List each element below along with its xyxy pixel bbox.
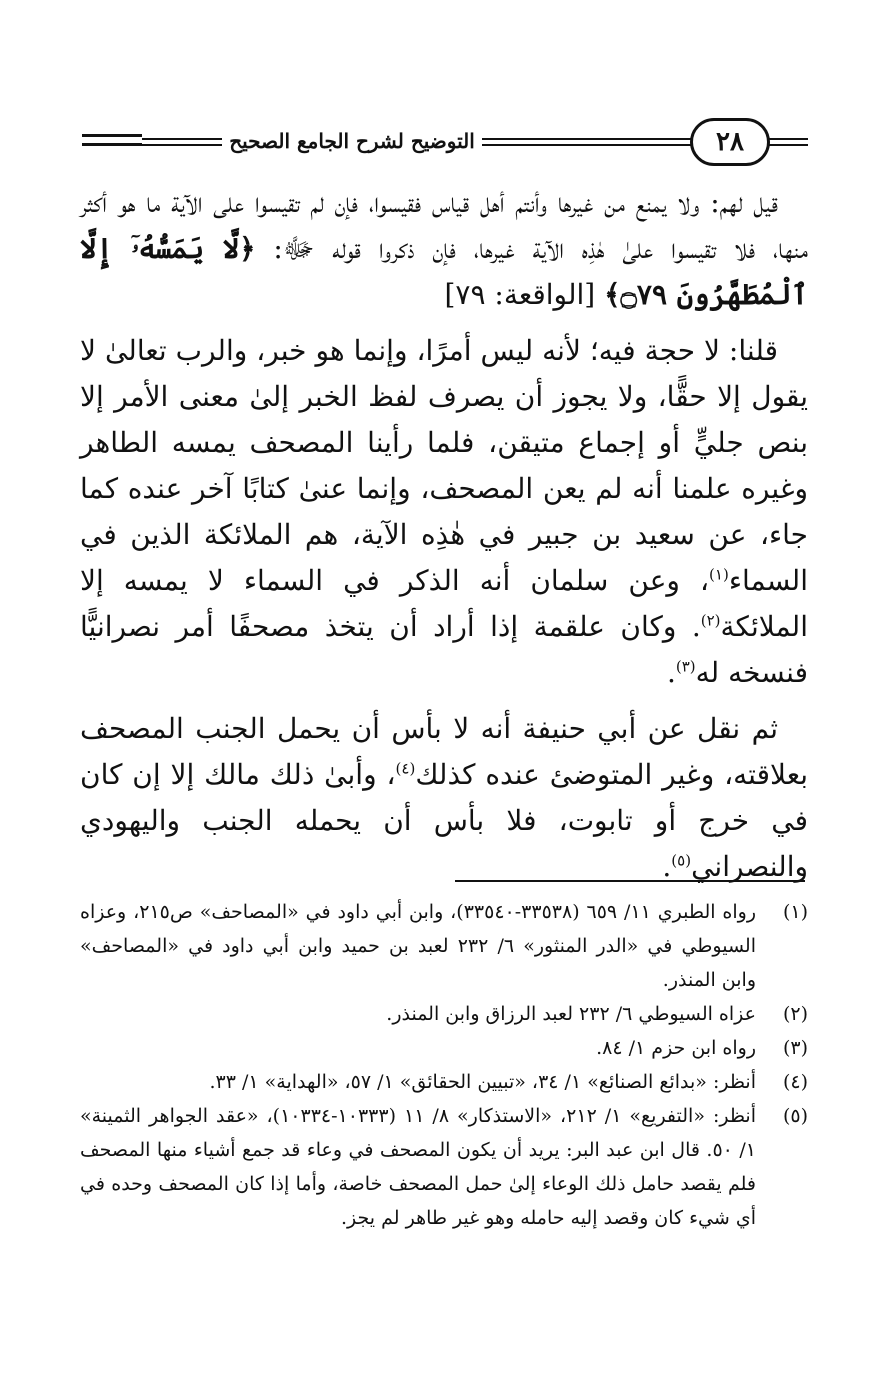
footnote (80, 895, 808, 997)
footnote (80, 997, 808, 1031)
footnote-ref[interactable]: (٣) (675, 657, 696, 676)
footnote-number: (٤) (782, 1071, 808, 1093)
running-header (82, 112, 808, 168)
paragraph-text: قيل لهم: ولا يمنع من غيرها وأنتم أهل قياس فقيسوا، فإن لم تقيسوا على الآية ما هو أكثر منها، فلا تقيسوا علىٰ هٰذِه الآية غيرها، فإن ذكروا قوله ﷻ: (80, 186, 808, 265)
paragraph-text: . (666, 656, 676, 689)
paragraph-text: قلنا: لا حجة فيه؛ لأنه ليس أمرًا، وإنما هو خبر، والرب تعالىٰ لا يقول إلا حقًّا، ولا يجوز أن يصرف لفظ الخبر إلىٰ معنى الأمر إلا بنص جليٍّ أو إجماع متيقن، فلما رأينا المصحف يمسه الطاهر وغيره علمنا أنه لم يعن المصحف، وإنما عنىٰ كتابًا آخر عنده كما جاء، عن سعيد بن جبير في هٰذِه الآية، هم الملائكة الذين في السماء (80, 334, 808, 597)
header-ornament (82, 134, 142, 146)
paragraph-text: ثم نقل عن أبي حنيفة أنه لا بأس أن يحمل الجنب المصحف بعلاقته، وغير المتوضئ عنده كذلك (80, 712, 808, 791)
footnotes (80, 895, 808, 1235)
page-number: ٢٨ (690, 118, 770, 166)
footnote-number: (٢) (782, 1003, 808, 1025)
book-title: التوضيح لشرح الجامع الصحيح (222, 124, 482, 158)
paragraph (80, 328, 808, 696)
footnote-number: (٥) (782, 1105, 808, 1127)
paragraph (80, 180, 808, 318)
footnote-ref[interactable]: (١) (709, 565, 729, 584)
footnote-text: رواه الطبري ١١/ ٦٥٩ (٣٣٥٣٨-٣٣٥٤٠)، وابن أبي داود في «المصاحف» ص٢١٥، وعزاه السيوطي في «الدر المنثور» ٦/ ٢٣٢ لعبد بن حميد وابن أبي داود في «المصاحف» وابن المنذر. (80, 901, 757, 991)
footnote (80, 1065, 808, 1099)
paragraph-text: ، وعن سلمان أنه الذكر في السماء لا يمسه إلا الملائكة (80, 564, 808, 643)
paragraph (80, 706, 808, 890)
footnote (80, 1031, 808, 1065)
paragraph-text: . (662, 850, 672, 883)
paragraph-text: . وكان علقمة إذا أراد أن يتخذ مصحفًا أمر نصرانيًّا فنسخه له (80, 610, 808, 689)
header-ornament (768, 138, 808, 146)
footnote-text: أنظر: «التفريع» ١/ ٢١٢، «الاستذكار» ٨/ ١١ (١٠٣٣٣-١٠٣٣٤)، «عقد الجواهر الثمينة» ١/ ٥٠. قال ابن عبد البر: يريد أن يكون المصحف في وعاء قد جمع أشياء منها المصحف فلم يقصد حامل ذلك الوعاء إلىٰ حمل المصحف خاصة، وأما إذا كان المصحف وحده في أي شيء كان وقصد إليه حامله وهو غير طاهر لم يجز. (80, 1105, 756, 1229)
paragraph-text: ، وأبىٰ ذلك مالك إلا إن كان في خرج أو تابوت، فلا بأس أن يحمله الجنب واليهودي والنصراني (80, 758, 808, 883)
main-text (80, 180, 808, 900)
footnote-separator (455, 880, 805, 882)
footnote-ref[interactable]: (٥) (671, 851, 692, 870)
verse-reference: [الواقعة: ٧٩] (444, 278, 605, 311)
footnote-text: عزاه السيوطي ٦/ ٢٣٢ لعبد الرزاق وابن المنذر. (386, 1003, 756, 1025)
footnote-number: (٣) (782, 1037, 808, 1059)
footnote (80, 1099, 808, 1235)
footnote-text: رواه ابن حزم ١/ ٨٤. (596, 1037, 756, 1059)
footnote-text: أنظر: «بدائع الصنائع» ١/ ٣٤، «تبيين الحقائق» ١/ ٥٧، «الهداية» ١/ ٣٣. (209, 1071, 756, 1093)
footnote-number: (١) (782, 901, 808, 923)
quran-verse: ﴿لَّا يَمَسُّهُۥٓ إِلَّا ٱلْمُطَهَّرُونَ ۝٧٩﴾ (80, 232, 808, 311)
footnote-ref[interactable]: (٢) (700, 611, 721, 630)
footnote-ref[interactable]: (٤) (395, 759, 416, 778)
